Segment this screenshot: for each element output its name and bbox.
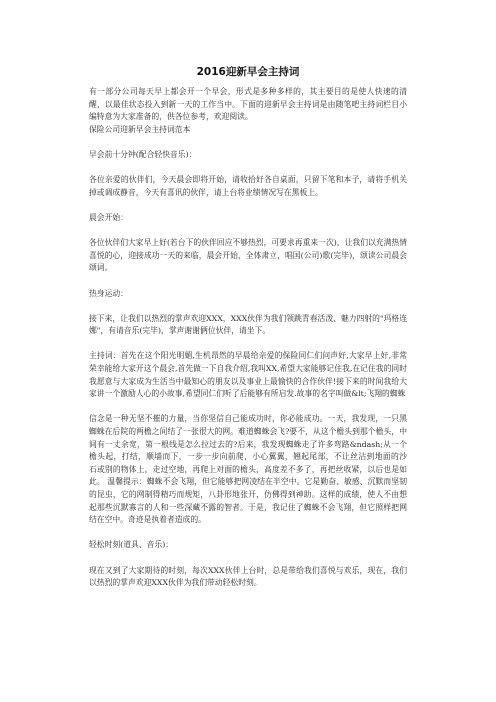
section-heading-sample: 保险公司迎新早会主持词范本 [89,124,191,134]
paragraph-pre-meeting: 各位亲爱的伙伴们，今天晨会即将开始，请收拾好各自桌面，只留下笔和本子，请将手机关掉或调成静音，今天有喜讯的伙伴，请上台将业绩情况写在黑板上。 [89,175,407,197]
paragraph-spider-story: 信念是一种无坚不摧的力量，当你坚信自己能成功时，你必能成功。一天，我发现，一只黑蜘蛛在后院的两檐之间结了一张很大的网。难道蜘蛛会飞?要不，从这个檐头到那个檐头，中间有一丈余宽，第一根线是怎么拉过去的?后来，我发现蜘蛛走了许多弯路&ndash;从一个檐头起，打结，顺墙而下，一步一步向前爬，小心翼翼，翘起尾部，不让丝沾到地面的沙 石或别的物体上，走过空地，再爬上对面的檐头，高度差不多了，再把丝收紧，以后也是如此。 温馨提示：蜘蛛不会飞翔，但它能够把网凌结在半空中。它是勤奋、敏感、沉默而坚韧的昆虫，它的网制得精巧而规矩，八卦形地张开，仿佛得到神助。这样的成绩，使人不由想起那些沉默寡言的人和一些深藏不露的智者。于是，我记住了蜘蛛不会飞翔，但它照样把网结在空中。奇迹是执着者造成的。 [89,414,415,525]
section-heading-relax: 轻松时刻(道具、音乐)： [89,540,174,550]
paragraph-start: 各位伙伴们大家早上好(若台下的伙伴回应不够热烈，可要求再重来一次)，让我们以充满热情喜悦的心，迎接成功一天的来临，晨会开始，全体肃立，唱国(公司)歌(完毕)，颂读公司晨会颂词。 [89,238,407,273]
intro-paragraph: 有一部分公司每天早上都会开一个早会，形式是多种多样的，其主要目的是使人快速的清醒，以最佳状态投入到新一天的工作当中。下面的迎新早会主持词是由随笔吧主持词栏目小编特意为大家准备的，供各位参考，欢迎阅读。 [89,87,407,122]
document-body [89,86,415,602]
section-heading-start: 晨会开始： [89,212,128,222]
section-heading-warmup: 热身运动： [89,288,128,298]
section-heading-pre-meeting: 早会前十分钟(配合轻快音乐)： [89,149,197,159]
paragraph-warmup: 接下来，让我们以热烈的掌声欢迎XXX，XXX伙伴为我们领跳青春活泼、魅力四射的"玛格连娜"，有请音乐(完毕)，掌声谢谢俩位伙伴，请坐下。 [89,313,407,336]
paragraph-relax: 现在又到了大家期待的时刻，每次XXX伙伴上台时，总是带给我们喜悦与欢乐，现在，我们以热烈的掌声欢迎XXX伙伴为我们带动轻松时刻。 [89,565,407,588]
document-title: 2016迎新早会主持词 [196,66,300,78]
paragraph-host-speech: 主持词：首先在这个阳光明媚,生机昂然的早晨给亲爱的保险同仁们问声好,大家早上好,非常荣幸能给大家开这个晨会,首先做一下自我介绍,我叫XX,希望大家能够记住我,在记住我的同时我愿意与大家成为生活当中最知心的朋友以及事业上最愉快的合作伙伴!接下来的时间我给大家讲一个激励人心的小故事,希望同仁们听了后能够有所启发.故事的名字叫做&lt;飞翔的蜘蛛 [89,351,407,399]
